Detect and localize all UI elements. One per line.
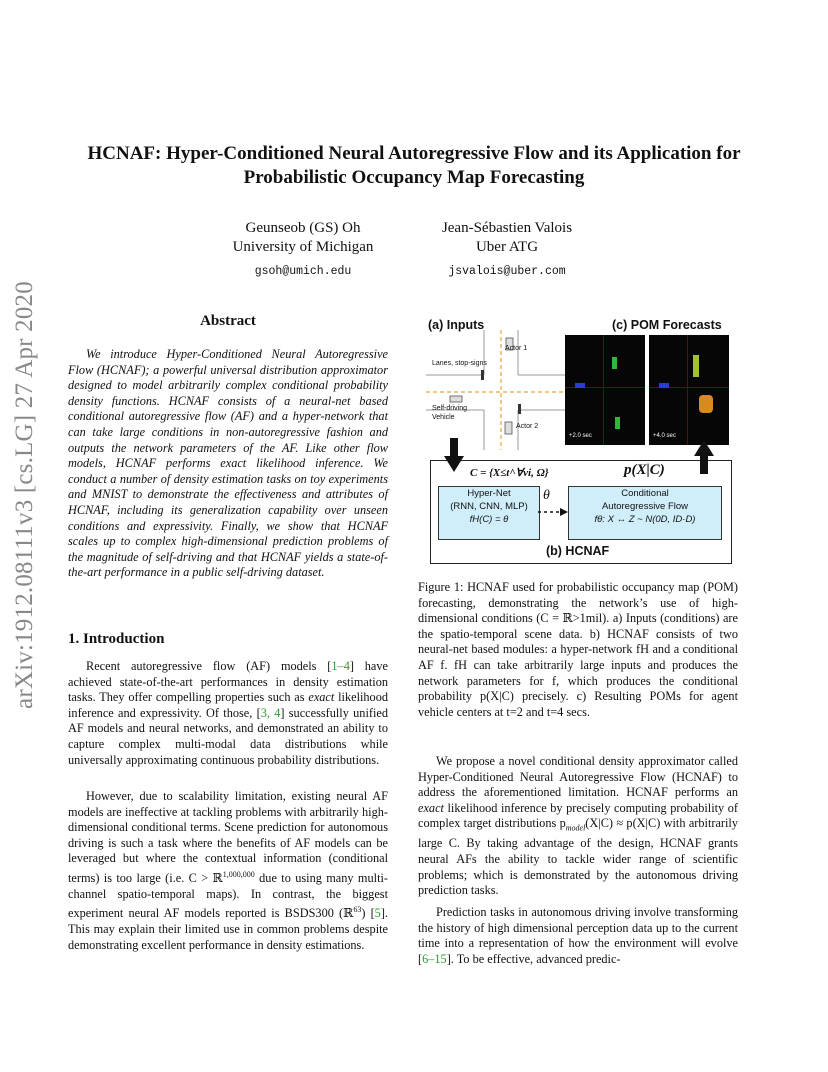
pom-time-label: +2.0 sec [569, 433, 592, 439]
citation-link[interactable]: 3, 4 [260, 705, 281, 720]
author-email[interactable]: jsvalois@uber.com [448, 265, 566, 278]
dashed-arrow-icon [538, 506, 568, 518]
scene-label-sdv: Self-driving Vehicle [432, 405, 468, 421]
citation-link[interactable]: 6–15 [422, 951, 447, 966]
hypernet-box [438, 486, 540, 540]
scene-diagram [426, 330, 566, 450]
pom-panel-4s [649, 335, 729, 445]
arrow-up-icon [692, 438, 716, 474]
caf-equation: fθ: X ↔ Z ~ N(0D, ID·D) [594, 514, 696, 525]
section-heading-introduction: 1. Introduction [68, 631, 165, 647]
caf-title: Conditional [621, 488, 669, 499]
author-2 [392, 219, 622, 281]
author-name: Geunseob (GS) Oh [245, 220, 361, 236]
pom-time-label: +4.0 sec [653, 433, 676, 439]
citation-link[interactable]: 5 [374, 906, 381, 921]
label-pom-forecasts: (c) POM Forecasts [612, 318, 722, 332]
title-line-2: Probabilistic Occupancy Map Forecasting [243, 167, 585, 188]
right-paragraph-2: Prediction tasks in autonomous driving involve transforming the history of high dimensional perception data up to the current time into a representation of how the environment will evolve [6–15]. To be effective, advanced predic- [418, 905, 738, 966]
author-name: Jean-Sébastien Valois [441, 220, 573, 236]
intro-paragraph-2: However, due to scalability limitation, existing neural AF models are ineffective at tackling problems with arbitrarily high-dimensional conditional terms. Scene prediction for autonomous driving is such a task where the benefits of AF models can be leveraged but where the contextual information (conditional terms) is too large (i.e. C > ℝ$^{1,000,000}$ due to using many multi-channel spatio-temporal maps). In contrast, the biggest experiment neural AF models reported is BSDS300 (ℝ$^{63}$) [5]. This may explain their limited use in common problems despite demonstrating excellent performance in density estimations. [68, 789, 388, 952]
author-affiliation: Uber ATG [475, 239, 539, 255]
citation-link[interactable]: 1–4 [331, 659, 350, 673]
hypernet-title: Hyper-Net [467, 488, 511, 499]
pom-panel-2s [565, 335, 645, 445]
scene-label-actor-1: Actor 1 [505, 345, 528, 352]
output-label: p(X|C) [624, 462, 665, 478]
actor-2-car [505, 422, 512, 434]
author-1 [188, 219, 418, 281]
label-inputs: (a) Inputs [428, 318, 485, 332]
figure-1 [420, 310, 738, 565]
condition-label: C = {X≤t^∀vi, Ω} [470, 467, 549, 479]
title-line-1: HCNAF: Hyper-Conditioned Neural Autoregressive Flow and its Application for [87, 143, 741, 164]
arxiv-id[interactable]: arXiv:1912.08111v3 [cs.LG] 27 Apr 2020 [11, 281, 38, 709]
hypernet-subtitle: (RNN, CNN, MLP) [450, 501, 528, 512]
scene-label-lanes: Lanes, stop-signs [432, 360, 487, 367]
arrow-down-icon [442, 438, 466, 474]
right-paragraph-1: We propose a novel conditional density approximator called Hyper-Conditioned Neural Autoregressive Flow (HCNAF) to address the aforementioned limitation. HCNAF performs an exact likelihood inference by precisely computing probability of complex target distributions $p_{model}(X|C) \approx p(X|C)$ with arbitrarily large C. By taking advantage of the design, HCNAF grants neural AFs the ability to tackle wider range of scientific problems; which is demonstrated by the autonomous driving prediction tasks. [418, 754, 738, 898]
caf-title-2: Autoregressive Flow [601, 501, 689, 512]
abstract-text: We introduce Hyper-Conditioned Neural Autoregressive Flow (HCNAF); a powerful universal distribution approximator designed to model arbitrarily complex conditional probability density functions. HCNAF consists of a neural-net based conditional autoregressive flow (AF) and a hyper-network that can take large conditions in non-autoregressive fashion and outputs the network parameters of the AF. Like other flow models, HCNAF performs exact likelihood inference. We conduct a number of density estimation tasks on toy experiments and MNIST to demonstrate the effectiveness and attributes of HCNAF, including its generalization capability over unseen conditions and expressivity. Finally, we show that HCNAF scales up to complex high-dimensional prediction problems of the magnitude of self-driving and that HCNAF yields a state-of-the-art performance in a public self-driving dataset. [68, 347, 388, 580]
figure-caption: Figure 1: HCNAF used for probabilistic occupancy map (POM) forecasting, demonstrating the network’s use of high-dimensional conditions (C = ℝ>1mil). a) Inputs (conditions) are the spatio-temporal scene data. b) HCNAF consists of two neural-net based modules: a hyper-network fH and a conditional AF f. fH can take arbitrarily large inputs and produces the network parameters for f, which produces the conditional probability p(X|C) precisely. c) Resulting POMs for agent vehicle centers at t=2 and t=4 secs. [418, 580, 738, 719]
abstract-heading: Abstract [200, 313, 256, 329]
theta-label: θ [543, 488, 550, 503]
self-driving-car [450, 396, 462, 402]
hypernet-equation: fH(C) = θ [469, 514, 509, 525]
intro-paragraph-1: Recent autoregressive flow (AF) models [1–4] have achieved state-of-the-art performances in density estimation tasks. They offer compelling properties such as exact likelihood inference and expressivity. Of those, [3, 4] successfully unified AF models and neural networks, and demonstrated an ability to capture complex multi-modal data distributions while universally approximating continuous probability distributions. [68, 659, 388, 767]
arxiv-sidebar [10, 281, 40, 709]
paper-title [40, 142, 788, 190]
conditional-af-box [568, 486, 722, 540]
author-affiliation: University of Michigan [232, 239, 374, 255]
scene-label-actor-2: Actor 2 [516, 423, 539, 430]
author-email[interactable]: gsoh@umich.edu [254, 265, 352, 278]
label-hcnaf: (b) HCNAF [546, 544, 610, 558]
